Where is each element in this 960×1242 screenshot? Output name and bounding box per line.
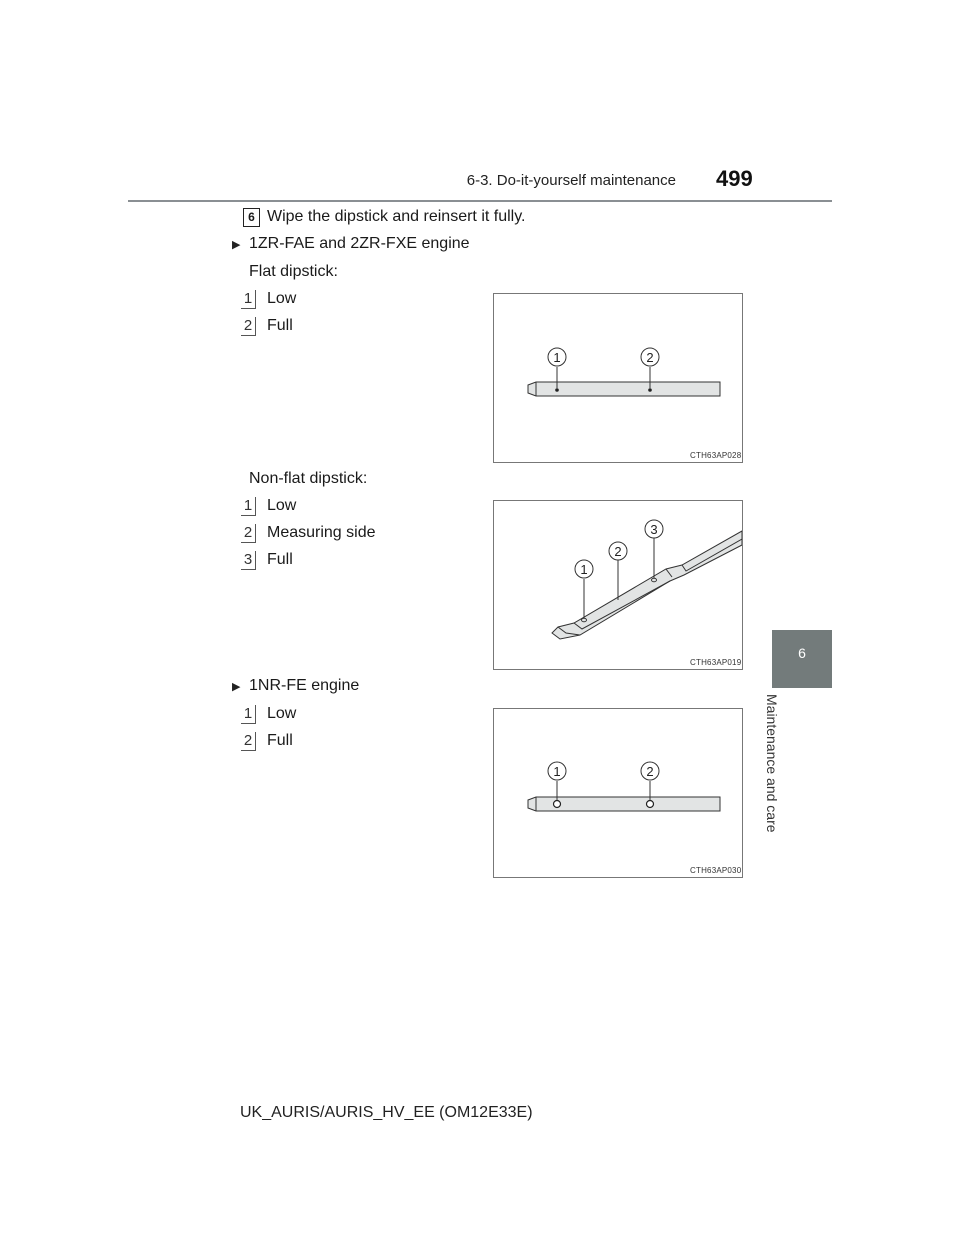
section-title-1: 1ZR-FAE and 2ZR-FXE engine — [249, 235, 470, 252]
figure-1nr-fe-dipstick — [493, 708, 743, 878]
item-number-badge: 1 — [241, 705, 256, 724]
item-number-badge: 1 — [241, 290, 256, 309]
callout-1: 1 — [580, 562, 588, 577]
callout-2: 2 — [646, 350, 654, 365]
figure-code: CTH63AP019 — [690, 658, 742, 667]
item-number-badge: 2 — [241, 524, 256, 543]
callout-2: 2 — [614, 544, 622, 559]
callout-2: 2 — [646, 764, 654, 779]
item-number-badge: 2 — [241, 317, 256, 336]
figure-code: CTH63AP028 — [690, 451, 742, 460]
item-number-badge: 3 — [241, 551, 256, 570]
figure-non-flat-dipstick — [493, 500, 743, 670]
figure-code: CTH63AP030 — [690, 866, 742, 875]
header-divider — [128, 200, 832, 202]
item-label-measuring-side: Measuring side — [267, 524, 376, 541]
non-flat-dipstick-illustration — [494, 501, 742, 669]
callout-1: 1 — [553, 764, 561, 779]
item-label-full: Full — [267, 551, 293, 568]
item-label-low: Low — [267, 497, 297, 514]
item-number-badge: 1 — [241, 497, 256, 516]
item-label-low: Low — [267, 705, 297, 722]
page-number: 499 — [716, 166, 753, 191]
1nr-fe-dipstick-illustration — [494, 709, 742, 877]
item-number-badge: 2 — [241, 732, 256, 751]
subtitle-non-flat-dipstick: Non-flat dipstick: — [249, 470, 368, 487]
footer-model-code: UK_AURIS/AURIS_HV_EE (OM12E33E) — [240, 1104, 533, 1121]
figure-flat-dipstick — [493, 293, 743, 463]
step-text: Wipe the dipstick and reinsert it fully. — [267, 208, 526, 225]
item-label-full: Full — [267, 732, 293, 749]
chapter-number: 6 — [798, 645, 806, 661]
bullet-triangle-icon: ▶ — [232, 681, 241, 693]
callout-3: 3 — [650, 522, 658, 537]
bullet-triangle-icon: ▶ — [232, 239, 241, 251]
item-label-low: Low — [267, 290, 297, 307]
item-label-full: Full — [267, 317, 293, 334]
subtitle-flat-dipstick: Flat dipstick: — [249, 263, 338, 280]
flat-dipstick-illustration — [494, 294, 742, 462]
chapter-label: Maintenance and care — [764, 694, 780, 833]
section-title-2: 1NR-FE engine — [249, 677, 360, 694]
step-number-box: 6 — [243, 208, 260, 227]
callout-1: 1 — [553, 350, 561, 365]
section-title: 6-3. Do-it-yourself maintenance — [466, 172, 676, 189]
